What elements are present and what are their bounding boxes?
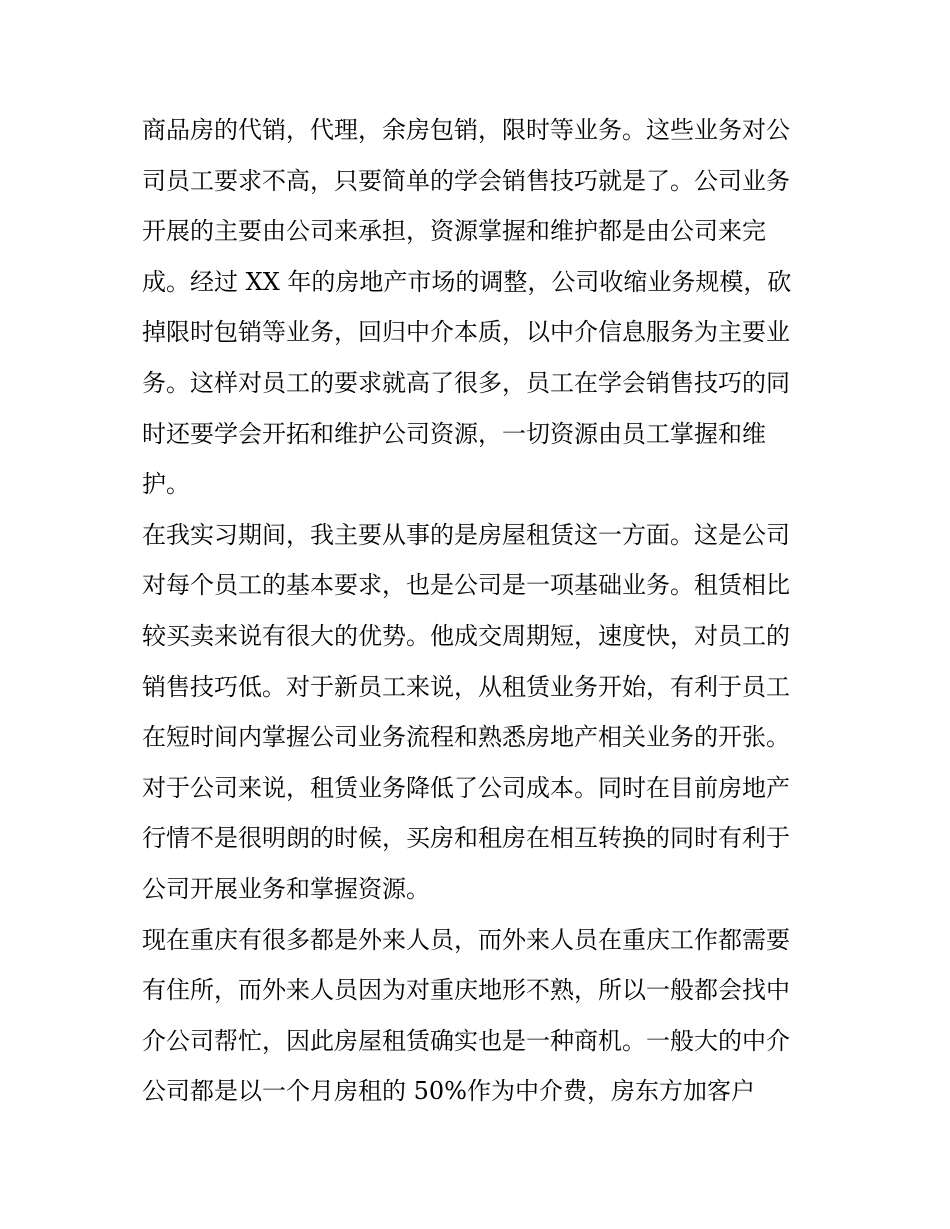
text-line: 现在重庆有很多都是外来人员，而外来人员在重庆工作都需要: [142, 925, 790, 954]
text-line: 时还要学会开拓和维护公司资源，一切资源由员工掌握和维: [142, 419, 766, 448]
text-line: 有住所，而外来人员因为对重庆地形不熟，所以一般都会找中: [142, 976, 790, 1005]
text-line: 商品房的代销，代理，余房包销，限时等业务。这些业务对公: [142, 116, 790, 144]
text-line: 介公司帮忙，因此房屋租赁确实也是一种商机。一般大的中介: [142, 1026, 790, 1055]
text-line: 开展的主要由公司来承担，资源掌握和维护都是由公司来完: [142, 217, 766, 246]
text-line: 司员工要求不高，只要简单的学会销售技巧就是了。公司业务: [142, 166, 790, 195]
paragraph-3: [142, 915, 814, 1117]
text-line: 公司都是以一个月房租的 50%作为中介费，房东方加客户: [142, 1077, 755, 1106]
text-line: 务。这样对员工的要求就高了很多，员工在学会销售技巧的同: [142, 368, 790, 397]
text-line: 在我实习期间，我主要从事的是房屋租赁这一方面。这是公司: [142, 520, 790, 549]
text-line: 护。: [142, 470, 190, 499]
text-line: 成。经过 XX 年的房地产市场的调整，公司收缩业务规模，砍: [142, 267, 792, 296]
document-body: [142, 105, 814, 1117]
paragraph-2: [142, 510, 814, 915]
text-line: 较买卖来说有很大的优势。他成交周期短，速度快，对员工的: [142, 621, 790, 650]
text-line: 对每个员工的基本要求，也是公司是一项基础业务。租赁相比: [142, 571, 790, 600]
text-line: 掉限时包销等业务，回归中介本质，以中介信息服务为主要业: [142, 318, 790, 347]
text-line: 对于公司来说，租赁业务降低了公司成本。同时在目前房地产: [142, 773, 790, 802]
text-line: 在短时间内掌握公司业务流程和熟悉房地产相关业务的开张。: [142, 723, 790, 752]
text-line: 销售技巧低。对于新员工来说，从租赁业务开始，有利于员工: [142, 672, 790, 701]
text-line: 行情不是很明朗的时候，买房和租房在相互转换的同时有利于: [142, 824, 790, 853]
text-line: 公司开展业务和掌握资源。: [142, 874, 430, 903]
paragraph-1: [142, 105, 814, 510]
